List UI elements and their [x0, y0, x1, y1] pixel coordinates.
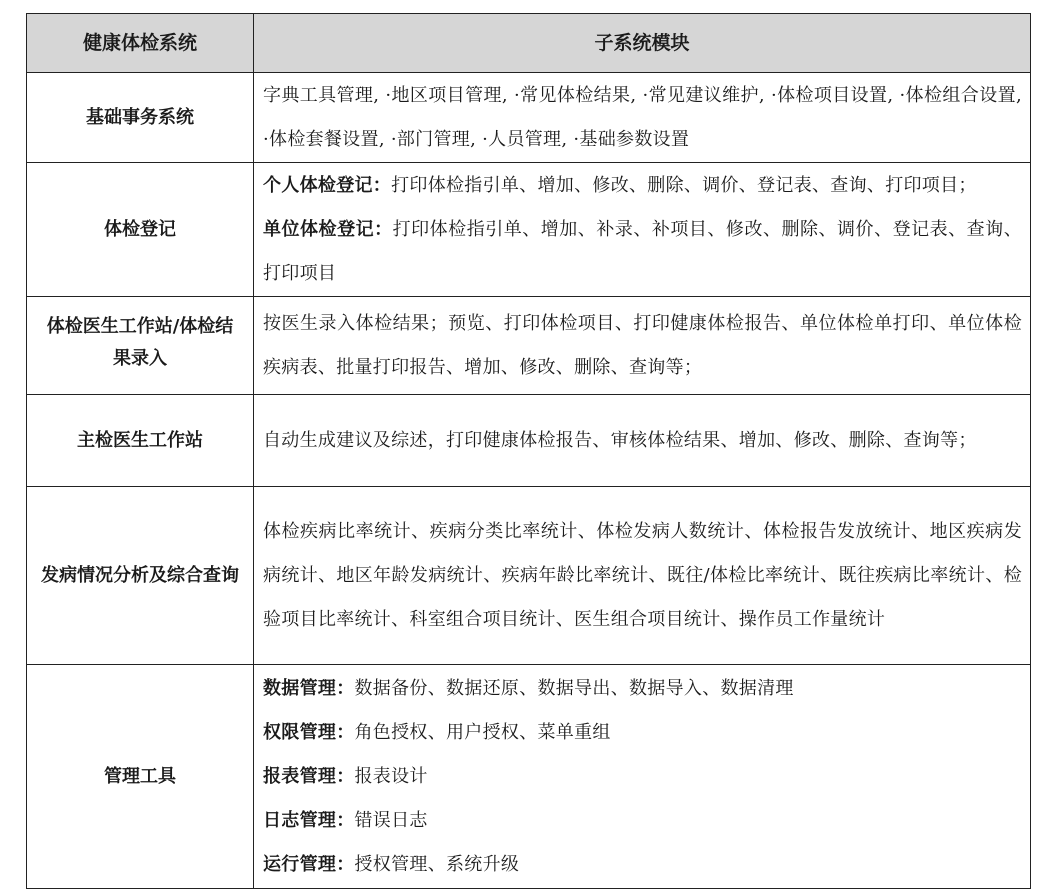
table-row: [27, 297, 1031, 395]
module-label: 个人体检登记：: [263, 174, 392, 196]
table-row: [27, 395, 1031, 487]
system-name: 管理工具: [104, 765, 176, 787]
module-description: [254, 163, 1031, 297]
module-description: 字典工具管理, ·地区项目管理, ·常见体检结果, ·常见建议维护, ·体检项目设置, ·体检组合设置, ·体检套餐设置, ·部门管理, ·人员管理, ·基础参数设置: [254, 73, 1031, 163]
module-description: 自动生成建议及综述，打印健康体检报告、审核体检结果、增加、修改、删除、查询等；: [254, 395, 1031, 487]
module-value: 错误日志: [354, 809, 428, 831]
table-row: [27, 487, 1031, 665]
system-name-cell: [27, 297, 254, 395]
subsystem-table: [26, 13, 1031, 889]
table-row: [27, 665, 1031, 889]
module-label: 日志管理：: [263, 809, 355, 831]
system-name-cell: [27, 487, 254, 665]
table-row: [27, 73, 1031, 163]
module-value: 打印体检指引单、增加、补录、补项目、修改、删除、调价、登记表、查询、打印项目: [263, 218, 1022, 284]
system-name-cell: [27, 163, 254, 297]
system-name-cell: [27, 73, 254, 163]
header-row: [27, 14, 1031, 73]
system-name-cell: [27, 665, 254, 889]
header-system: 健康体检系统: [27, 14, 254, 73]
module-label: 数据管理：: [263, 677, 355, 699]
module-label: 报表管理：: [263, 765, 355, 787]
module-value: 角色授权、用户授权、菜单重组: [354, 721, 611, 743]
module-value: 授权管理、系统升级: [354, 853, 520, 875]
module-value: 数据备份、数据还原、数据导出、数据导入、数据清理: [354, 677, 794, 699]
table-row: [27, 163, 1031, 297]
module-label: 单位体检登记：: [263, 218, 393, 240]
system-name: 体检医生工作站/体检结果录入: [46, 315, 234, 369]
module-description: 体检疾病比率统计、疾病分类比率统计、体检发病人数统计、体检报告发放统计、地区疾病发病统计、地区年龄发病统计、疾病年龄比率统计、既往/体检比率统计、既往疾病比率统计、检验项目比率统计、科室组合项目统计、医生组合项目统计、操作员工作量统计: [254, 487, 1031, 665]
module-value: 报表设计: [354, 765, 428, 787]
system-name: 发病情况分析及综合查询: [41, 564, 239, 586]
system-name: 体检登记: [104, 218, 176, 240]
module-description: [254, 665, 1031, 889]
module-label: 权限管理：: [263, 721, 355, 743]
module-value: 打印体检指引单、增加、修改、删除、调价、登记表、查询、打印项目；: [391, 174, 977, 196]
module-label: 运行管理：: [263, 853, 355, 875]
system-name-cell: [27, 395, 254, 487]
system-name: 基础事务系统: [86, 106, 194, 128]
header-modules: 子系统模块: [254, 14, 1031, 73]
module-description: 按医生录入体检结果；预览、打印体检项目、打印健康体检报告、单位体检单打印、单位体检疾病表、批量打印报告、增加、修改、删除、查询等；: [254, 297, 1031, 395]
system-name: 主检医生工作站: [77, 429, 203, 451]
